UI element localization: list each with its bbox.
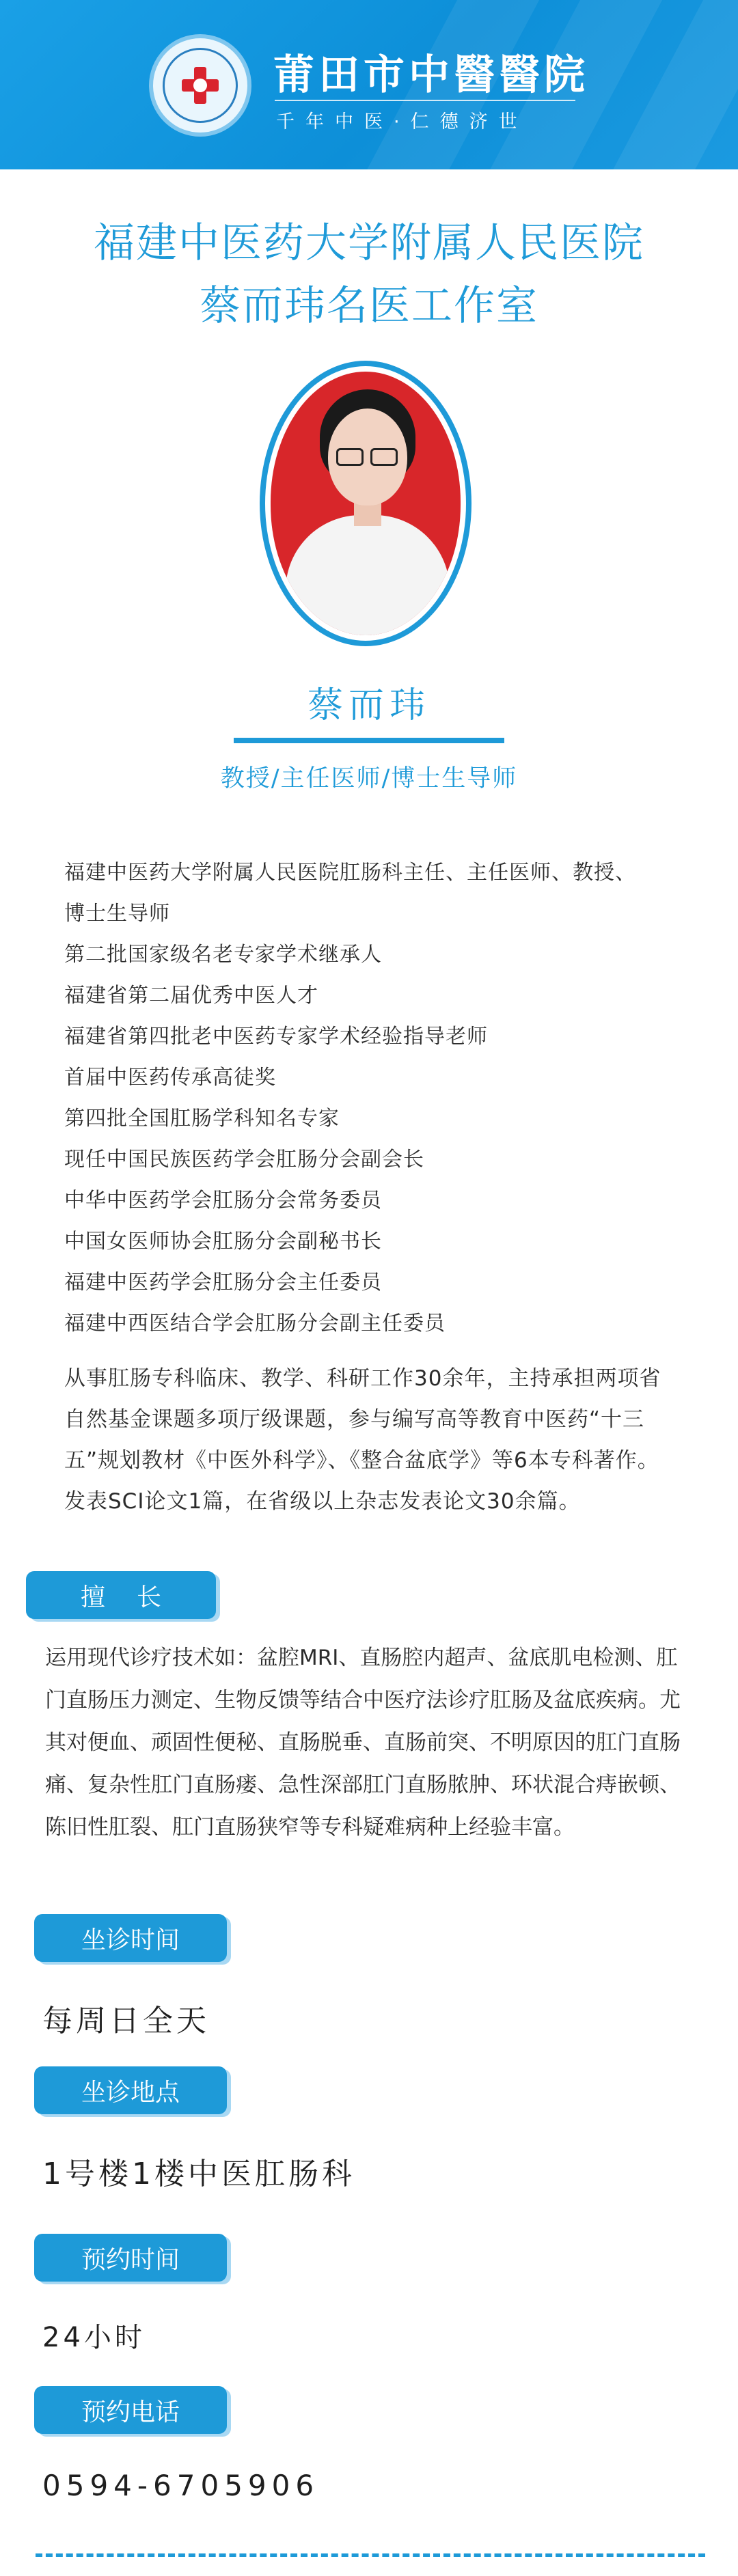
- doctor-portrait-icon: [260, 361, 472, 646]
- doctor-name: 蔡而玮: [307, 685, 430, 726]
- credential-item: 福建中医药大学附属人民医院肛肠科主任、主任医师、教授、: [64, 861, 636, 885]
- credential-item: 第四批全国肛肠学科知名专家: [64, 1107, 340, 1131]
- white-coat: [286, 515, 450, 635]
- brand-divider: [275, 100, 575, 101]
- credential-item: 福建省第二届优秀中医人才: [64, 984, 318, 1008]
- clinic-time-value: 每周日全天: [42, 2004, 210, 2038]
- credential-item: 博士生导师: [64, 902, 170, 926]
- credential-item: 中国女医师协会肛肠分会副秘书长: [64, 1230, 382, 1254]
- header-banner: [0, 0, 738, 169]
- credential-item: 第二批国家级名老专家学术继承人: [64, 943, 382, 967]
- logo-center: [193, 79, 207, 92]
- credential-item: 福建中医药学会肛肠分会主任委员: [64, 1271, 382, 1294]
- studio-title-line1: 福建中医药大学附属人民医院: [94, 219, 644, 267]
- glasses-icon: [336, 448, 364, 466]
- specialty-text: 运用现代诊疗技术如：盆腔MRI、直肠腔内超声、盆底肌电检测、肛门直肠压力测定、生物反馈等结合中医疗法诊疗肛肠及盆底疾病。尤其对便血、顽固性便秘、直肠脱垂、直肠前突、不明原因的肛门直肠痛、复杂性肛门直肠瘘、急性深部肛门直肠脓肿、环状混合痔嵌顿、陈旧性肛裂、肛门直肠狭窄等专科疑难病种上经验丰富。: [45, 1646, 681, 1840]
- studio-title-line2: 蔡而玮名医工作室: [200, 282, 538, 330]
- credential-item: 现任中国民族医药学会肛肠分会副会长: [64, 1148, 424, 1172]
- doctor-intro: 从事肛肠专科临床、教学、科研工作30余年，主持承担两项省自然基金课题多项厅级课题，参与编写高等教育中医药“十三五”规划教材《中医外科学》、《整合盆底学》等6本专科著作。发表SCI论文1篇，在省级以上杂志发表论文30余篇。: [64, 1366, 661, 1514]
- credential-item: 福建省第四批老中医药专家学术经验指导老师: [64, 1025, 488, 1049]
- portrait-photo: [271, 372, 461, 635]
- credential-item: 福建中西医结合学会肛肠分会副主任委员: [64, 1312, 446, 1335]
- hospital-logo-icon: [149, 34, 251, 137]
- booking-time-value: 24小时: [42, 2322, 146, 2353]
- credential-item: 中华中医药学会肛肠分会常务委员: [64, 1189, 382, 1213]
- credential-item: 首届中医药传承高徒奖: [64, 1066, 276, 1090]
- doctor-titles: 教授/主任医师/博士生导师: [220, 765, 518, 792]
- hospital-name: 莆田市中醫醫院: [273, 51, 589, 99]
- booking-phone-value[interactable]: 0594-6705906: [42, 2469, 320, 2502]
- name-underline: [234, 738, 504, 743]
- booking-phone-label: 预约电话: [34, 2386, 227, 2434]
- clinic-place-label: 坐诊地点: [34, 2066, 227, 2114]
- clinic-place-value: 1号楼1楼中医肛肠科: [42, 2157, 355, 2191]
- glasses-icon: [370, 448, 398, 466]
- footer-dashed-divider: [36, 2553, 705, 2557]
- specialty-label: 擅长: [26, 1571, 216, 1619]
- booking-time-label: 预约时间: [34, 2234, 227, 2282]
- credentials-list: [64, 853, 693, 1344]
- clinic-time-label: 坐诊时间: [34, 1914, 227, 1962]
- hospital-slogan: 千年中医·仁德济世: [276, 111, 528, 133]
